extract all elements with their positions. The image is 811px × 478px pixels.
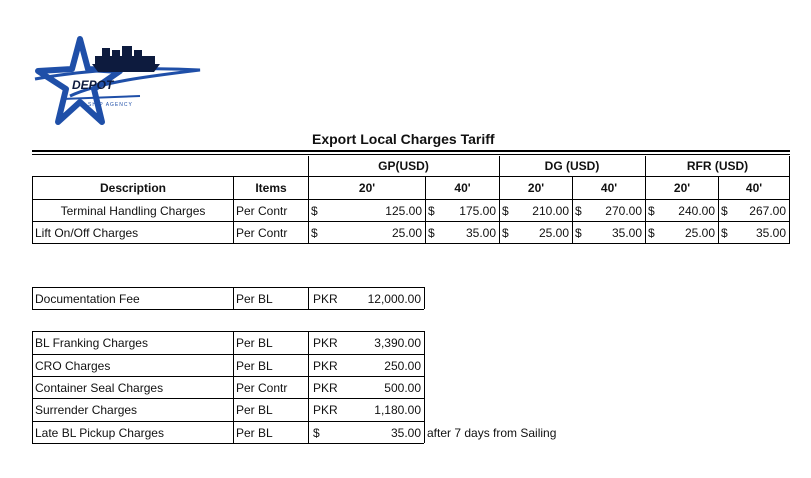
charge-item: Per BL	[236, 358, 273, 373]
group-header-gp: GP(USD)	[378, 159, 429, 173]
charge-description: BL Franking Charges	[35, 336, 148, 350]
charge-description: Surrender Charges	[35, 403, 138, 417]
doc-fee-amount: 12,000.00	[367, 291, 421, 306]
charge-currency: PKR	[313, 380, 338, 395]
charge-amount: 250.00	[384, 358, 421, 373]
group-header-dg: DG (USD)	[544, 159, 600, 173]
currency-symbol: $	[428, 203, 435, 218]
charge-currency: PKR	[313, 336, 338, 350]
currency-symbol: $	[502, 203, 509, 218]
currency-symbol: $	[311, 225, 318, 240]
rate-value: 240.00	[678, 203, 715, 218]
col-header-size: 40'	[600, 181, 618, 195]
currency-symbol: $	[721, 225, 728, 240]
rate-value: 270.00	[605, 203, 642, 218]
charge-currency: $	[313, 425, 320, 440]
group-header-rfr: RFR (USD)	[686, 159, 749, 173]
currency-symbol: $	[648, 225, 655, 240]
logo-subtext: SHIP AGENCY	[88, 102, 133, 108]
title-rule	[32, 154, 790, 155]
charge-currency: PKR	[313, 358, 338, 373]
charge-amount: 1,180.00	[374, 403, 421, 417]
doc-fee-item: Per BL	[236, 291, 273, 306]
col-header-size: 20'	[358, 181, 376, 195]
col-header-size: 40'	[745, 181, 763, 195]
rate-value: 267.00	[749, 203, 786, 218]
charge-amount: 3,390.00	[374, 336, 421, 350]
charge-note: after 7 days from Sailing	[427, 425, 557, 440]
col-header-size: 40'	[454, 181, 471, 195]
rate-value: 35.00	[755, 225, 786, 240]
page-title: Export Local Charges Tariff	[312, 131, 495, 147]
rate-value: 25.00	[538, 225, 569, 240]
currency-symbol: $	[428, 225, 435, 240]
charge-item: Per BL	[236, 425, 273, 440]
col-header-description: Description	[99, 181, 166, 195]
rate-value: 175.00	[459, 203, 496, 218]
rate-value: 125.00	[385, 203, 422, 218]
rate-value: 25.00	[684, 225, 715, 240]
charge-item: Per BL	[236, 403, 273, 417]
charge-item: Per Contr	[236, 380, 288, 395]
rate-value: 35.00	[465, 225, 496, 240]
charge-amount: 500.00	[384, 380, 421, 395]
charge-currency: PKR	[313, 403, 338, 417]
currency-symbol: $	[575, 203, 582, 218]
logo-text: DEPOT	[72, 78, 114, 92]
row-item: Per Contr	[236, 203, 288, 218]
title-rule	[32, 150, 790, 152]
currency-symbol: $	[648, 203, 655, 218]
doc-fee-currency: PKR	[313, 291, 338, 306]
row-item: Per Contr	[236, 225, 288, 240]
col-header-size: 20'	[527, 181, 545, 195]
charge-description: Late BL Pickup Charges	[35, 425, 164, 440]
col-header-items: Items	[255, 181, 287, 195]
row-description: Lift On/Off Charges	[35, 225, 139, 240]
charge-description: CRO Charges	[35, 358, 111, 373]
currency-symbol: $	[575, 225, 582, 240]
charge-amount: 35.00	[390, 425, 421, 440]
rate-value: 210.00	[532, 203, 569, 218]
company-logo	[30, 34, 205, 129]
charge-item: Per BL	[236, 336, 273, 350]
currency-symbol: $	[502, 225, 509, 240]
currency-symbol: $	[721, 203, 728, 218]
charge-description: Container Seal Charges	[35, 380, 164, 395]
rate-value: 35.00	[611, 225, 642, 240]
currency-symbol: $	[311, 203, 318, 218]
doc-fee-description: Documentation Fee	[35, 291, 140, 306]
col-header-size: 20'	[673, 181, 691, 195]
rate-value: 25.00	[391, 225, 422, 240]
row-description: Terminal Handling Charges	[60, 203, 206, 218]
